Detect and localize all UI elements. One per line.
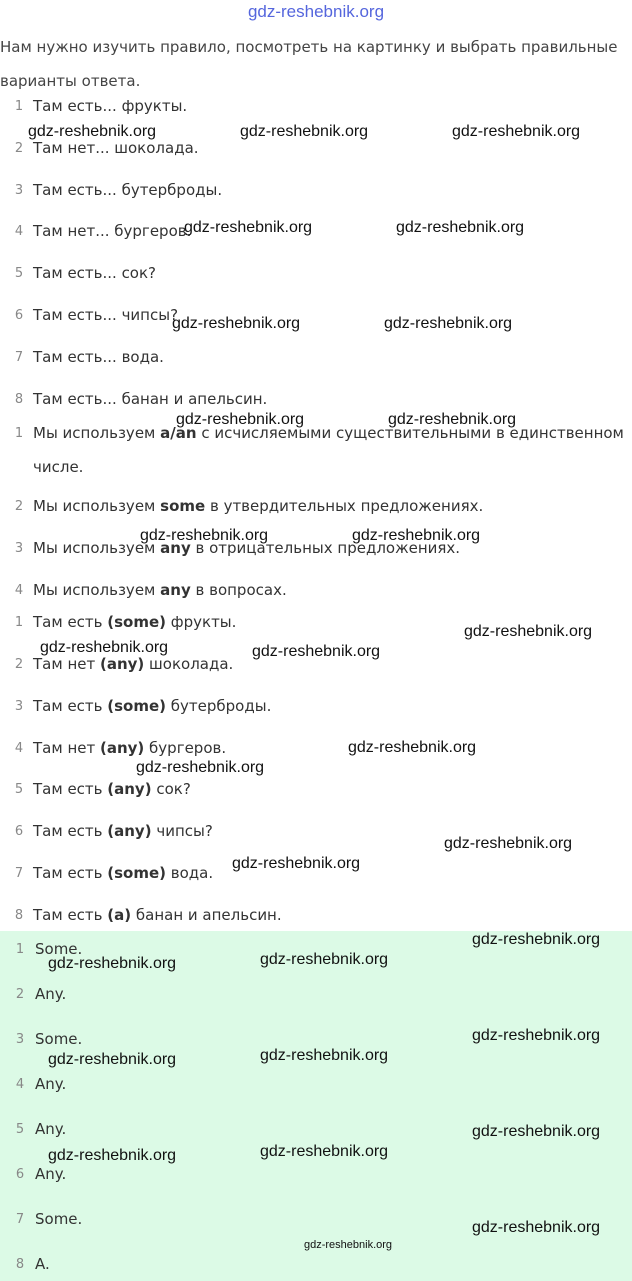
watermark: gdz-reshebnik.org (232, 855, 361, 872)
item-number: 2 (14, 657, 24, 672)
item-number: 8 (15, 1257, 25, 1272)
item-number: 4 (14, 224, 24, 239)
item-number: 7 (14, 866, 24, 881)
item-text: Там есть... фрукты. (33, 97, 188, 115)
watermark: gdz-reshebnik.org (472, 931, 601, 948)
item-number: 1 (14, 99, 24, 114)
watermark: gdz-reshebnik.org (472, 1027, 601, 1044)
watermark: gdz-reshebnik.org (260, 951, 389, 968)
item-text: Там есть... бутерброды. (33, 181, 223, 199)
item-text: Там есть... вода. (33, 348, 164, 366)
answer-text: Some. (35, 940, 83, 958)
watermark: gdz-reshebnik.org (48, 1147, 177, 1164)
item-text: Там есть (some) вода. (33, 864, 214, 882)
watermark: gdz-reshebnik.org (472, 1123, 601, 1140)
item-number: 5 (14, 266, 24, 281)
item-text: Там нет... бургеров. (33, 222, 192, 240)
watermark: gdz-reshebnik.org (348, 739, 477, 756)
item-text: Там есть... банан и апельсин. (33, 390, 268, 408)
watermark: gdz-reshebnik.org (136, 759, 265, 776)
item-number: 2 (14, 141, 24, 156)
intro-text: Нам нужно изучить правило, посмотреть на картинку и выбрать правильные варианты ответа. (0, 38, 618, 90)
watermark: gdz-reshebnik.org (464, 623, 593, 640)
watermark: gdz-reshebnik.org (176, 411, 305, 428)
item-number: 8 (14, 908, 24, 923)
item-text: Там нет (any) шоколада. (33, 655, 234, 673)
item-number: 4 (15, 1077, 25, 1092)
answer-text: A. (35, 1255, 50, 1273)
item-number: 1 (14, 615, 24, 630)
watermark: gdz-reshebnik.org (388, 411, 517, 428)
watermark: gdz-reshebnik.org (396, 219, 525, 236)
answer-text: Some. (35, 1210, 83, 1228)
watermark: gdz-reshebnik.org (184, 219, 313, 236)
item-text: Там есть (any) сок? (33, 780, 191, 798)
answer-text: Any. (35, 1165, 67, 1183)
answer-text: Any. (35, 1120, 67, 1138)
watermark: gdz-reshebnik.org (48, 1051, 177, 1068)
watermark: gdz-reshebnik.org (444, 835, 573, 852)
item-text: Там есть (any) чипсы? (33, 822, 213, 840)
item-text: Мы используем some в утвердительных предложениях. (33, 497, 484, 515)
item-text: Там нет (any) бургеров. (33, 739, 227, 757)
item-number: 8 (14, 392, 24, 407)
item-number: 3 (15, 1032, 25, 1047)
watermark: gdz-reshebnik.org (48, 955, 177, 972)
item-number: 1 (15, 942, 25, 957)
answer-text: Any. (35, 985, 67, 1003)
watermark: gdz-reshebnik.org (384, 315, 513, 332)
item-text: Мы используем any в отрицательных предложениях. (33, 539, 461, 557)
item-text: Мы используем any в вопросах. (33, 581, 287, 599)
watermark: gdz-reshebnik.org (472, 1219, 601, 1236)
item-number: 6 (15, 1167, 25, 1182)
watermark: gdz-reshebnik.org (352, 527, 481, 544)
item-number: 7 (14, 350, 24, 365)
item-number: 6 (14, 308, 24, 323)
item-text: Там есть... сок? (33, 264, 157, 282)
item-text: Там есть (some) бутерброды. (33, 697, 272, 715)
item-number: 3 (14, 183, 24, 198)
watermark: gdz-reshebnik.org (304, 1239, 393, 1251)
watermark: gdz-reshebnik.org (28, 123, 157, 140)
item-text: Там есть... чипсы? (33, 306, 179, 324)
item-number: 3 (14, 699, 24, 714)
item-number: 7 (15, 1212, 25, 1227)
item-text: Мы используем a/an с исчисляемыми существительными в единственном числе. (33, 424, 624, 476)
watermark: gdz-reshebnik.org (140, 527, 269, 544)
item-number: 3 (14, 541, 24, 556)
answer-text: Some. (35, 1030, 83, 1048)
watermark: gdz-reshebnik.org (260, 1047, 389, 1064)
item-number: 2 (14, 499, 24, 514)
item-number: 5 (14, 782, 24, 797)
item-number: 6 (14, 824, 24, 839)
watermark: gdz-reshebnik.org (172, 315, 301, 332)
watermark: gdz-reshebnik.org (260, 1143, 389, 1160)
item-number: 5 (15, 1122, 25, 1137)
item-number: 1 (14, 426, 24, 441)
watermark: gdz-reshebnik.org (252, 643, 381, 660)
item-text: Там есть (some) фрукты. (33, 613, 237, 631)
item-number: 2 (15, 987, 25, 1002)
header-watermark: gdz-reshebnik.org (247, 2, 385, 21)
watermark: gdz-reshebnik.org (240, 123, 369, 140)
item-number: 4 (14, 583, 24, 598)
item-number: 4 (14, 741, 24, 756)
watermark: gdz-reshebnik.org (40, 639, 169, 656)
item-text: Там есть (a) банан и апельсин. (33, 906, 282, 924)
watermark: gdz-reshebnik.org (452, 123, 581, 140)
item-text: Там нет... шоколада. (33, 139, 199, 157)
answer-text: Any. (35, 1075, 67, 1093)
